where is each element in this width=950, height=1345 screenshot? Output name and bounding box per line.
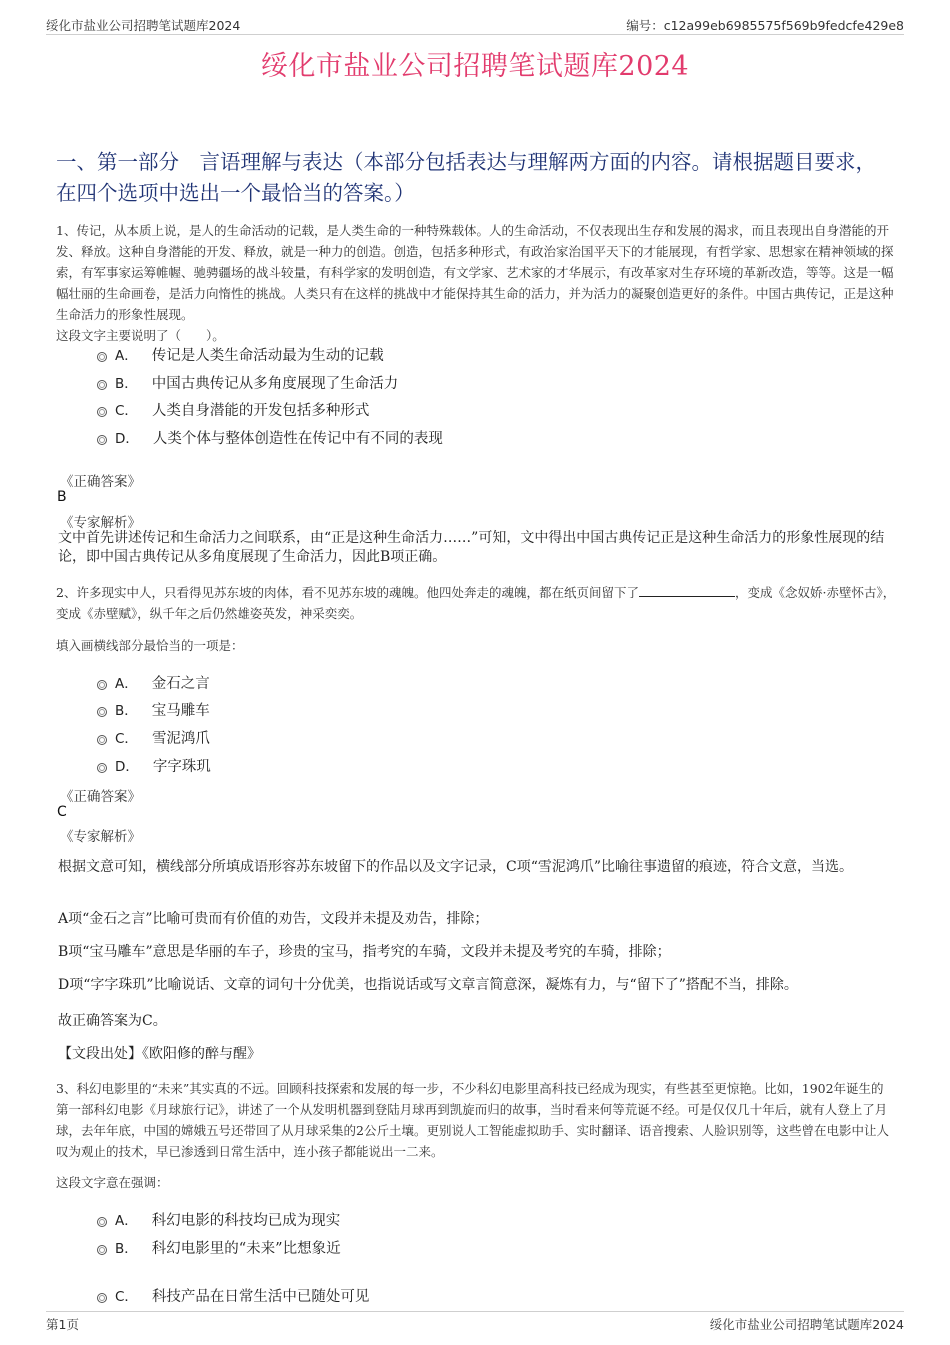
fill-blank	[639, 584, 735, 597]
question-3-prompt: 这段文字意在强调：	[56, 1175, 169, 1190]
radio-icon[interactable]	[97, 680, 107, 690]
footer-doc-title: 绥化市盐业公司招聘笔试题库2024	[709, 1317, 904, 1332]
question-1-text: 1、传记，从本质上说，是人的生命活动的记载，是人类生命的一种特殊载体。人的生命活动，不仅表现出生存和发展的渴求，而且表现出自身潜能的开发、释放。这种自身潜能的开发、释放，就是一种力的创造。创造，包括多种形式，有政治家治国平天下的才能展现，有哲学家、思想家在精神领域的探索，有军事家运筹帷幄、驰骋疆场的战斗较量，有科学家的发明创造，有文学家、艺术家的才华展示，有改革家对生存环境的革新改造，等等。这是一幅幅壮丽的生命画卷，是活力向惰性的挑战。人类只有在这样的挑战中才能保持其生命的活力，并为活力的凝聚创造更好的条件。中国古典传记，正是这种生命活力的形象性展现。	[56, 223, 894, 322]
radio-icon[interactable]	[97, 1245, 107, 1255]
question-2-prompt: 填入画横线部分最恰当的一项是：	[56, 638, 244, 653]
question-3	[56, 1078, 896, 1162]
radio-icon[interactable]	[97, 763, 107, 773]
q2-answer-label: 《正确答案》	[60, 789, 141, 805]
q3-option-a[interactable]: A． 科幻电影的科技均已成为现实	[97, 1209, 340, 1230]
header-doc-id: 编号：c12a99eb6985575f569b9fedcfe429e8	[626, 18, 904, 33]
radio-icon[interactable]	[97, 352, 107, 362]
radio-icon[interactable]	[97, 435, 107, 445]
q2-analysis-para-4: D项“字字珠玑”比喻说话、文章的词句十分优美，也指说话或写文章言简意深，凝炼有力，与“留下了”搭配不当，排除。	[58, 977, 798, 993]
q1-analysis-label: 《专家解析》	[60, 515, 141, 531]
question-2-prompt-wrap	[56, 635, 896, 656]
q1-answer: B	[57, 489, 67, 505]
page-number: 第1页	[46, 1317, 79, 1332]
q2-answer: C	[57, 804, 67, 820]
q2-option-c[interactable]: C． 雪泥鸿爪	[97, 727, 210, 748]
q1-analysis-text: 文中首先讲述传记和生命活力之间联系，由“正是这种生命活力……”可知，文中得出中国古典传记正是这种生命活力的形象性展现的结论，即中国古典传记从多角度展现了生命活力，因此B项正确。	[58, 530, 885, 565]
q2-source: 【文段出处】《欧阳修的醉与醒》	[58, 1046, 261, 1062]
radio-icon[interactable]	[97, 407, 107, 417]
page-title: 绥化市盐业公司招聘笔试题库2024	[260, 51, 690, 82]
question-2-text: 2、许多现实中人，只看得见苏东坡的肉体，看不见苏东坡的魂魄。他四处奔走的魂魄，都在纸页间留下了 ，变成《念奴娇·赤壁怀古》，变成《赤壁赋》，纵千年之后仍然雄姿英发，神采奕奕。	[56, 585, 896, 621]
q2-option-a[interactable]: A． 金石之言	[97, 672, 210, 693]
q1-option-d[interactable]: D． 人类个体与整体创造性在传记中有不同的表现	[97, 427, 443, 448]
q2-analysis-para-2: A项“金石之言”比喻可贵而有价值的劝告，文段并未提及劝告，排除；	[58, 911, 489, 927]
q1-option-b[interactable]: B． 中国古典传记从多角度展现了生命活力	[97, 372, 398, 393]
q2-option-d[interactable]: D． 字字珠玑	[97, 755, 211, 776]
radio-icon[interactable]	[97, 1217, 107, 1227]
page-footer	[46, 1311, 904, 1332]
q2-analysis-label: 《专家解析》	[60, 829, 141, 845]
q2-analysis-para-3: B项“宝马雕车”意思是华丽的车子，珍贵的宝马，指考究的车骑，文段并未提及考究的车骑，排除；	[58, 944, 671, 960]
radio-icon[interactable]	[97, 1293, 107, 1303]
question-3-text: 3、科幻电影里的“未来”其实真的不远。回顾科技探索和发展的每一步，不少科幻电影里高科技已经成为现实，有些甚至更惊艳。比如，1902年诞生的第一部科幻电影《月球旅行记》，讲述了一个从发明机器到登陆月球再到凯旋而归的故事，当时看来何等荒诞不经。可是仅仅几十年后，就有人登上了月球，去年年底，中国的嫦娥五号还带回了从月球采集的2公斤土壤。更别说人工智能虚拟助手、实时翻译、语音搜索、人脸识别等，这些曾在电影中让人叹为观止的技术，早已渗透到日常生活中，连小孩子都能说出一二来。	[56, 1081, 889, 1159]
q2-option-b[interactable]: B． 宝马雕车	[97, 699, 210, 720]
radio-icon[interactable]	[97, 707, 107, 717]
page-header	[46, 14, 904, 35]
q1-option-c[interactable]: C． 人类自身潜能的开发包括多种形式	[97, 399, 369, 420]
q2-analysis-para-1: 根据文意可知，横线部分所填成语形容苏东坡留下的作品以及文字记录，C项“雪泥鸿爪”比喻往事遗留的痕迹，符合文意，当选。	[58, 859, 854, 875]
question-1-prompt: 这段文字主要说明了（ ）。	[56, 328, 225, 343]
radio-icon[interactable]	[97, 380, 107, 390]
header-doc-title: 绥化市盐业公司招聘笔试题库2024	[46, 18, 241, 33]
q1-option-a[interactable]: A． 传记是人类生命活动最为生动的记载	[97, 344, 384, 365]
radio-icon[interactable]	[97, 735, 107, 745]
q2-analysis-para-5: 故正确答案为C。	[58, 1013, 167, 1029]
question-2	[56, 582, 896, 624]
q3-option-c[interactable]: C． 科技产品在日常生活中已随处可见	[97, 1285, 369, 1306]
question-3-prompt-wrap	[56, 1172, 896, 1193]
section-heading: 一、第一部分 言语理解与表达（本部分包括表达与理解两方面的内容。请根据题目要求，在四个选项中选出一个最恰当的答案。）	[56, 150, 876, 205]
q1-answer-label: 《正确答案》	[60, 474, 141, 490]
q3-option-b[interactable]: B． 科幻电影里的“未来”比想象近	[97, 1237, 341, 1258]
q1-analysis	[58, 529, 892, 567]
question-1	[56, 220, 896, 346]
